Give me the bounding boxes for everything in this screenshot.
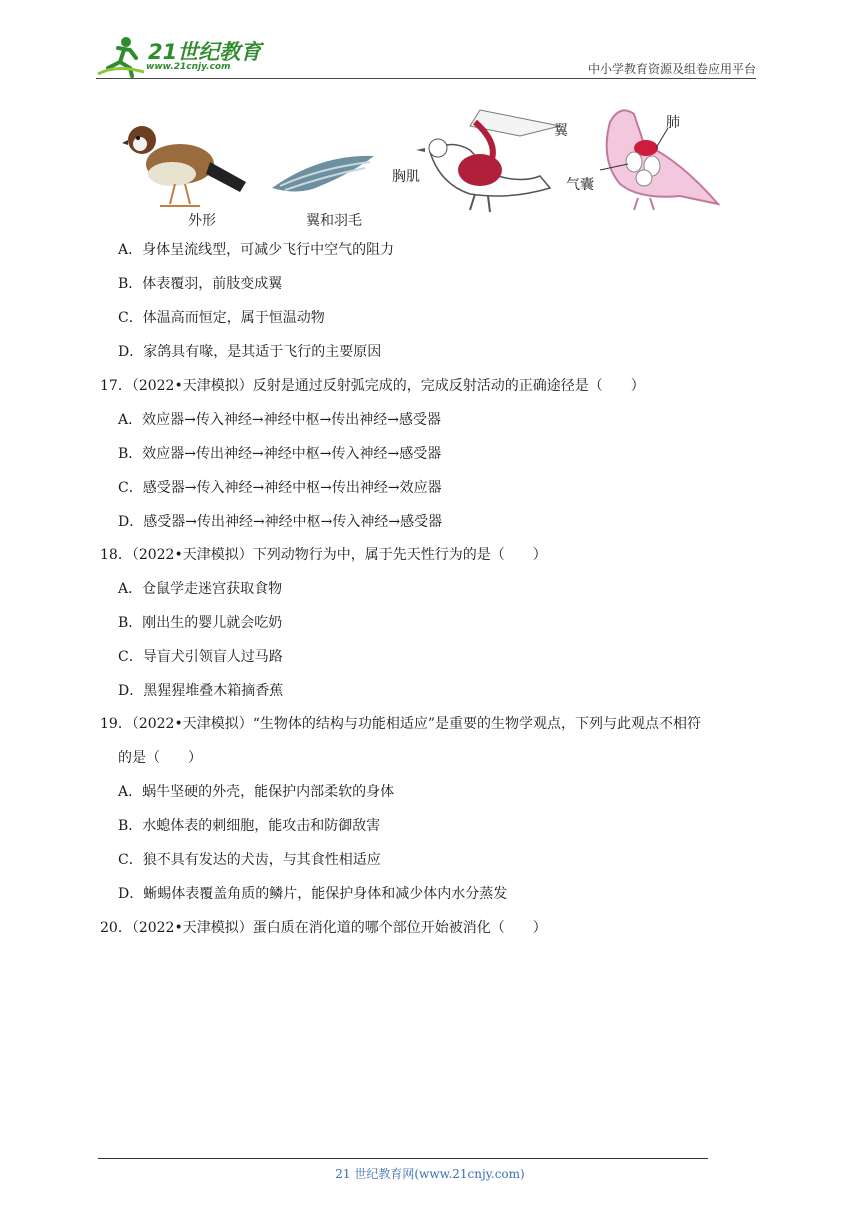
q19-option-b: B．水螅体表的刺细胞，能攻击和防御敌害: [118, 818, 381, 834]
q17-option-b: B．效应器→传出神经→神经中枢→传入神经→感受器: [118, 446, 442, 462]
footer-link[interactable]: 21 世纪教育网(www.21cnjy.com): [335, 1167, 525, 1181]
logo-text: 21世纪教育: [148, 40, 262, 64]
q16-option-c: C．体温高而恒定，属于恒温动物: [118, 310, 325, 326]
q18-option-c: C．导盲犬引领盲人过马路: [118, 649, 283, 665]
page-header: [96, 34, 756, 78]
q19-option-a: A．蜗牛坚硬的外壳，能保护内部柔软的身体: [118, 784, 395, 800]
logo-url: www.21cnjy.com: [146, 62, 231, 72]
q17-option-a: A．效应器→传入神经→神经中枢→传出神经→感受器: [118, 412, 442, 428]
header-divider: [96, 78, 756, 79]
caption-lung: 肺: [666, 115, 680, 131]
q19-stem-continued: 的是（ ）: [118, 750, 202, 766]
q17-stem: 17．（2022•天津模拟）反射是通过反射弧完成的，完成反射活动的正确途径是（ ）: [100, 378, 645, 394]
sparrow-image: [122, 126, 246, 206]
q17-option-c: C．感受器→传入神经→神经中枢→传出神经→效应器: [118, 480, 442, 496]
caption-wing: 翼: [554, 123, 568, 139]
caption-shape: 外形: [188, 213, 216, 229]
q16-option-d: D．家鸽具有喙，是其适于飞行的主要原因: [118, 344, 382, 360]
footer-divider: [98, 1158, 708, 1159]
q17-option-d: D．感受器→传出神经→神经中枢→传入神经→感受器: [118, 514, 443, 530]
caption-chest-muscle: 胸肌: [392, 169, 420, 185]
q18-stem: 18．（2022•天津模拟）下列动物行为中，属于先天性行为的是（ ）: [100, 547, 547, 563]
caption-wing-feathers: 翼和羽毛: [306, 213, 362, 229]
wing-image: [272, 156, 374, 192]
muscle-bird-image: [416, 110, 560, 212]
caption-air-sac: 气囊: [566, 177, 594, 193]
q16-option-b: B．体表覆羽，前肢变成翼: [118, 276, 283, 292]
lung-bird-image: [600, 110, 718, 210]
q18-option-a: A．仓鼠学走迷宫获取食物: [118, 581, 283, 597]
runner-logo-icon: [96, 34, 146, 78]
q18-option-d: D．黑猩猩堆叠木箱摘香蕉: [118, 683, 284, 699]
site-logo[interactable]: [96, 34, 266, 78]
q19-option-d: D．蜥蜴体表覆盖角质的鳞片，能保护身体和减少体内水分蒸发: [118, 886, 508, 902]
q16-option-a: A．身体呈流线型，可减少飞行中空气的阻力: [118, 242, 395, 258]
q19-option-c: C．狼不具有发达的犬齿，与其食性相适应: [118, 852, 381, 868]
platform-name: 中小学教育资源及组卷应用平台: [587, 62, 756, 76]
q18-option-b: B．刚出生的婴儿就会吃奶: [118, 615, 283, 631]
bird-figure: [120, 104, 720, 230]
q20-stem: 20．（2022•天津模拟）蛋白质在消化道的哪个部位开始被消化（ ）: [100, 920, 547, 936]
q19-stem: 19．（2022•天津模拟）“生物体的结构与功能相适应”是重要的生物学观点，下列与此观点不相符: [100, 716, 702, 732]
